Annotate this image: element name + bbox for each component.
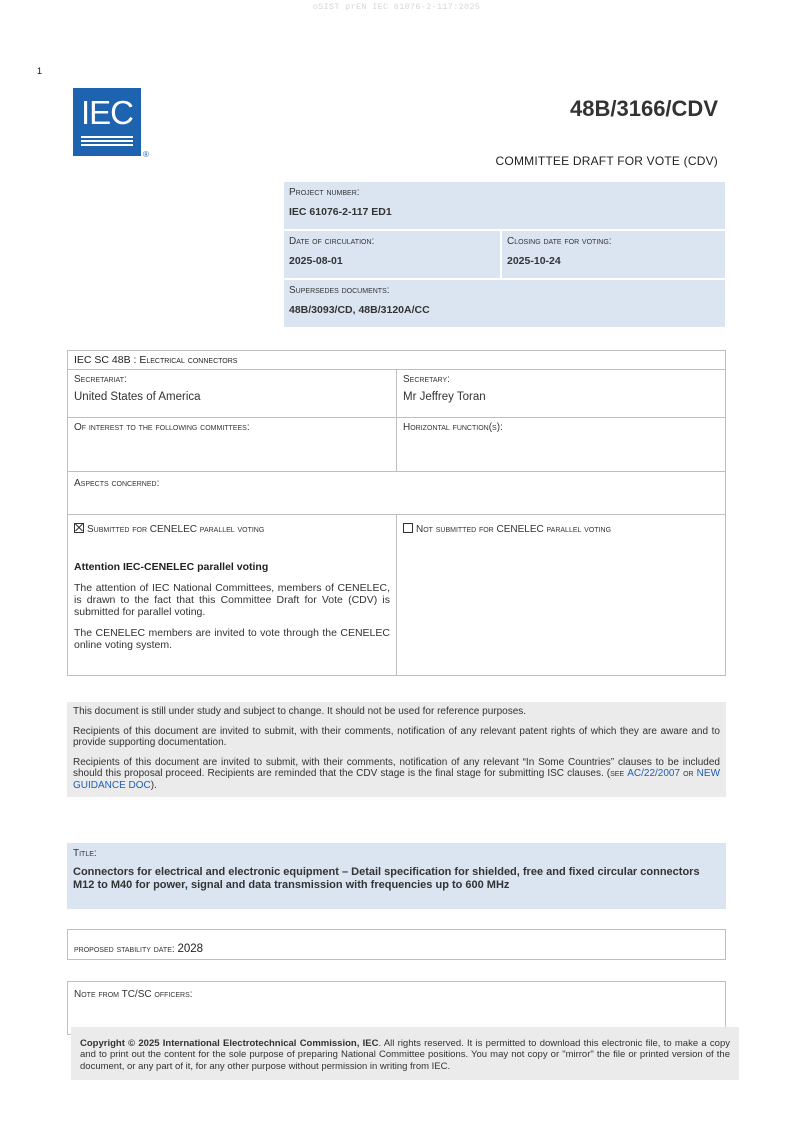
supersedes-row xyxy=(284,280,725,327)
logo-bar xyxy=(81,144,133,146)
notice-end: ). xyxy=(150,779,157,791)
closing-cell xyxy=(502,231,725,278)
closing-label: Closing date for voting: xyxy=(507,236,612,247)
secretary-label: Secretary: xyxy=(403,374,450,385)
submitted-option xyxy=(74,523,390,535)
notice-paragraph-3 xyxy=(73,757,720,792)
note-label: Note from TC/SC officers: xyxy=(74,989,193,1000)
registered-mark: ® xyxy=(143,150,149,159)
document-title: Connectors for electrical and electronic equipment – Detail specification for shielded, free and fixed circular connectors M12 to M40 for power, signal and data transmission with frequencies up to 600 MHz xyxy=(73,866,700,892)
secretariat-cell xyxy=(68,370,397,417)
logo-bar xyxy=(81,140,133,142)
project-number-cell xyxy=(284,182,725,229)
interest-row xyxy=(68,418,725,472)
not-submitted-option xyxy=(403,523,719,535)
notice-p3-text: Recipients of this document are invited to submit, with their comments, notification of any relevant “In Some Countries” clauses to be included should this proposal proceed. Recipients are reminded that the CDV stage is the final stage for submitting ISC clauses. ( xyxy=(73,756,720,779)
supersedes-value: 48B/3093/CD, 48B/3120A/CC xyxy=(289,304,430,316)
horizontal-cell xyxy=(397,418,725,471)
stability-value: 2028 xyxy=(177,943,204,955)
notice-paragraph-1: This document is still under study and subject to change. It should not be used for reference purposes. xyxy=(73,706,527,717)
attention-title: Attention IEC-CENELEC parallel voting xyxy=(74,561,269,573)
aspects-row xyxy=(68,472,725,515)
submitted-cell xyxy=(68,515,397,675)
new-guidance-doc-link[interactable]: NEW GUIDANCE DOC xyxy=(73,768,721,791)
circulation-label: Date of circulation: xyxy=(289,236,375,247)
stability-label: proposed stability date: xyxy=(74,944,178,955)
title-box xyxy=(67,843,726,909)
supersedes-label: Supersedes documents: xyxy=(289,285,390,296)
interest-cell xyxy=(68,418,397,471)
line-number: 1 xyxy=(37,66,43,76)
project-number-label: Project number: xyxy=(289,187,360,198)
not-submitted-checkbox[interactable] xyxy=(403,523,413,533)
horizontal-label: Horizontal function(s): xyxy=(403,422,503,433)
committee-title: Electrical connectors xyxy=(139,354,238,366)
document-reference: 48B/3166/CDV xyxy=(570,96,718,121)
secretary-cell xyxy=(397,370,725,417)
submitted-label: Submitted for CENELEC parallel voting xyxy=(87,524,265,535)
aspects-cell xyxy=(68,472,725,514)
logo-bar xyxy=(81,136,133,138)
stability-box xyxy=(67,929,726,960)
committee-row xyxy=(68,351,725,370)
committee-table xyxy=(67,350,726,676)
project-number-value: IEC 61076-2-117 ED1 xyxy=(289,206,392,218)
secretariat-row xyxy=(68,370,725,418)
committee-name xyxy=(68,351,725,369)
interest-label: Of interest to the following committees: xyxy=(74,422,250,433)
circulation-cell xyxy=(284,231,502,278)
cenelec-row xyxy=(68,515,725,675)
notice-box xyxy=(67,702,726,797)
attention-paragraph-2: The CENELEC members are invited to vote through the CENELEC online voting system. xyxy=(74,627,390,651)
supersedes-cell xyxy=(284,280,725,327)
copyright-bold: Copyright © 2025 International Electrotechnical Commission, IEC xyxy=(80,1038,379,1049)
notice-or: or xyxy=(683,768,694,779)
submitted-checkbox[interactable] xyxy=(74,523,84,533)
not-submitted-cell xyxy=(397,515,725,675)
committee-prefix: IEC SC 48B : xyxy=(74,354,140,366)
project-info xyxy=(284,182,725,327)
copyright-notice xyxy=(71,1027,739,1080)
circulation-value: 2025-08-01 xyxy=(289,255,343,267)
document-type: COMMITTEE DRAFT FOR VOTE (CDV) xyxy=(495,154,718,168)
notice-see: see xyxy=(610,768,625,779)
not-submitted-label: Not submitted for CENELEC parallel voting xyxy=(416,524,612,535)
iec-logo xyxy=(73,88,141,156)
attention-paragraph-1: The attention of IEC National Committees, members of CENELEC, is drawn to the fact that this Committee Draft for Vote (CDV) is submitted for parallel voting. xyxy=(74,582,390,618)
secretariat-value: United States of America xyxy=(74,391,201,403)
aspects-label: Aspects concerned: xyxy=(74,478,160,489)
logo-text: IEC xyxy=(80,94,133,131)
closing-value: 2025-10-24 xyxy=(507,255,561,267)
ac-22-2007-link[interactable]: AC/22/2007 xyxy=(627,768,681,779)
title-label: Title: xyxy=(73,848,97,859)
watermark: oSIST prEN IEC 61076-2-117:2025 xyxy=(312,2,481,12)
dates-row xyxy=(284,231,725,280)
project-number-row xyxy=(284,182,725,231)
secretary-value: Mr Jeffrey Toran xyxy=(403,391,486,403)
notice-paragraph-2: Recipients of this document are invited to submit, with their comments, notification of any relevant patent rights of which they are aware and to provide supporting documentation. xyxy=(73,725,720,748)
secretariat-label: Secretariat: xyxy=(74,374,127,385)
copyright-text: . All rights reserved. It is permitted to download this electronic file, to make a copy and to print out the content for the sole purpose of preparing National Committee positions. You may not copy or "mirror" the file or printed version of the document, or any part of it, for any other purpose without permission in writing from IEC. xyxy=(80,1038,730,1072)
